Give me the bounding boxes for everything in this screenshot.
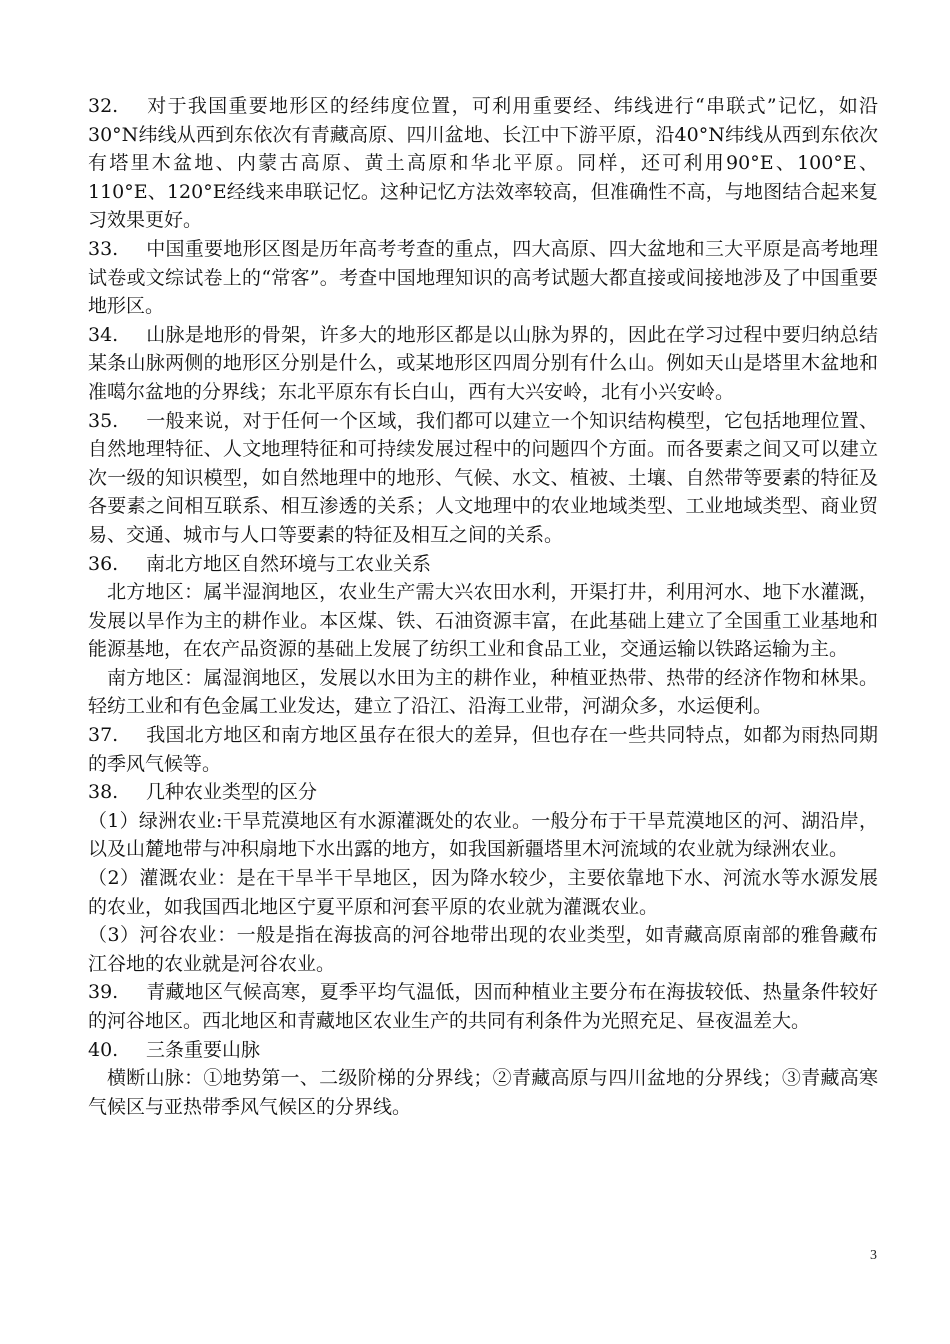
paragraph-text: 山脉是地形的骨架，许多大的地形区都是以山脉为界的，因此在学习过程中要归纳总结某条山脉两侧的地形区分别是什么，或某地形区四周分别有什么山。例如天山是塔里木盆地和准噶尔盆地的分界线；东北平原东有长白山，西有大兴安岭，北有小兴安岭。 (88, 323, 878, 403)
page-number: 3 (870, 1248, 877, 1263)
paragraph-heading: 三条重要山脉 (146, 1038, 261, 1061)
paragraph-text: 一般来说，对于任何一个区域，我们都可以建立一个知识结构模型，它包括地理位置、自然地理特征、人文地理特征和可持续发展过程中的问题四个方面。而各要素之间又可以建立次一级的知识模型，如自然地理中的地形、气候、水文、植被、土壤、自然带等要素的特征及各要素之间相互联系、相互渗透的关系；人文地理中的农业地域类型、工业地域类型、商业贸易、交通、城市与人口等要素的特征及相互之间的关系。 (88, 409, 878, 546)
item-number: 33. (88, 237, 119, 260)
paragraph-38 (88, 778, 878, 807)
paragraph-valley-agriculture: （3）河谷农业：一般是指在海拔高的河谷地带出现的农业类型，如青藏高原南部的雅鲁藏布江谷地的农业就是河谷农业。 (88, 924, 878, 975)
paragraph-text: 青藏地区气候高寒，夏季平均气温低，因而种植业主要分布在海拔较低、热量条件较好的河谷地区。西北地区和青藏地区农业生产的共同有利条件为光照充足、昼夜温差大。 (88, 981, 878, 1032)
paragraph-37 (88, 721, 878, 778)
paragraph-oasis-agriculture: （1）绿洲农业:干旱荒漠地区有水源灌溉处的农业。一般分布于干旱荒漠地区的河、湖沿岸，以及山麓地带与冲积扇地下水出露的地方，如我国新疆塔里木河流域的农业就为绿洲农业。 (88, 809, 878, 861)
paragraph-text: 对于我国重要地形区的经纬度位置，可利用重要经、纬线进行“串联式”记忆，如沿30°N纬线从西到东依次有青藏高原、四川盆地、长江中下游平原，沿40°N纬线从西到东依次有塔里木盆地、内蒙古高原、黄土高原和华北平原。同样，还可利用90°E、100°E、110°E、120°E经线来串联记忆。这种记忆方法效率较高，但准确性不高，与地图结合起来复习效果更好。 (88, 95, 878, 232)
paragraph-36 (88, 550, 878, 579)
paragraph-hengduan-mountains: 横断山脉：①地势第一、二级阶梯的分界线；②青藏高原与四川盆地的分界线；③青藏高寒气候区与亚热带季风气候区的分界线。 (88, 1067, 878, 1118)
item-number: 32. (88, 95, 119, 117)
paragraph-south-region: 南方地区：属湿润地区，发展以水田为主的耕作业，种植亚热带、热带的经济作物和林果。轻纺工业和有色金属工业发达，建立了沿江、沿海工业带，河湖众多，水运便利。 (88, 666, 878, 718)
paragraph-40 (88, 1036, 878, 1065)
item-number: 40. (88, 1038, 119, 1061)
item-number: 39. (88, 981, 119, 1004)
item-number: 35. (88, 409, 119, 432)
paragraph-39 (88, 978, 878, 1035)
paragraph-north-region: 北方地区：属半湿润地区，农业生产需大兴农田水利，开渠打井，利用河水、地下水灌溉，发展以旱作为主的耕作业。本区煤、铁、石油资源丰富，在此基础上建立了全国重工业基地和能源基地，在农产品资源的基础上发展了纺织工业和食品工业，交通运输以铁路运输为主。 (88, 581, 878, 661)
item-number: 37. (88, 724, 119, 747)
paragraph-irrigation-agriculture: （2）灌溉农业：是在干旱半干旱地区，因为降水较少，主要依靠地下水、河流水等水源发展的农业，如我国西北地区宁夏平原和河套平原的农业就为灌溉农业。 (88, 867, 878, 918)
paragraph-33 (88, 235, 878, 321)
paragraph-text: 中国重要地形区图是历年高考考查的重点，四大高原、四大盆地和三大平原是高考地理试卷或文综试卷上的“常客”。考查中国地理知识的高考试题大都直接或间接地涉及了中国重要地形区。 (88, 237, 878, 318)
item-number: 38. (88, 781, 119, 804)
document-body (88, 92, 878, 1121)
item-number: 36. (88, 552, 119, 575)
item-number: 34. (88, 323, 119, 346)
paragraph-heading: 几种农业类型的区分 (146, 781, 318, 804)
paragraph-35 (88, 407, 878, 550)
paragraph-32 (88, 92, 878, 235)
paragraph-heading: 南北方地区自然环境与工农业关系 (146, 552, 432, 575)
paragraph-text: 我国北方地区和南方地区虽存在很大的差异，但也存在一些共同特点，如都为雨热同期的季风气候等。 (88, 724, 878, 775)
paragraph-34 (88, 321, 878, 407)
